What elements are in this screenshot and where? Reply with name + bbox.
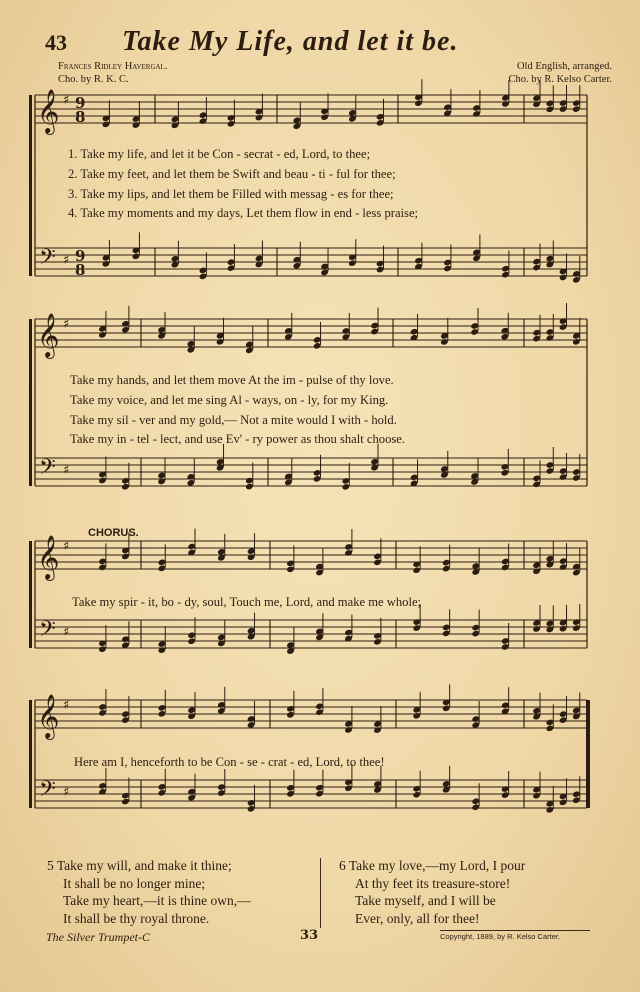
verse-line: Take my voice, and let me sing Al - ways, on - ly, for my King.	[70, 393, 389, 407]
treble-clef-icon: 𝄞	[37, 313, 60, 357]
stanza-line: 6 Take my love,—my Lord, I pour	[339, 858, 526, 873]
author-name: Frances Ridley Havergal.	[58, 61, 168, 72]
time-signature-top: 9	[75, 94, 86, 112]
stanza-line: 5 Take my will, and make it thine;	[47, 858, 232, 873]
time-signature-bottom: 8	[75, 261, 86, 279]
verse-line: Take my sil - ver and my gold,— Not a mite would I with - hold.	[70, 413, 397, 427]
verse-line: Take my in - tel - lect, and use Ev' - ry power as thou shalt choose.	[70, 432, 406, 446]
stanza-line: It shall be no longer mine;	[63, 875, 206, 891]
verse-line: 1. Take my life, and let it be Con - secrat - ed, Lord, to thee;	[68, 147, 371, 161]
key-sharp-icon: ♯	[63, 539, 70, 554]
tune-name: Old English, arranged.	[516, 61, 612, 72]
verse-line: 4. Take my moments and my days, Let them flow in end - less praise;	[68, 206, 419, 220]
system-brace	[29, 319, 32, 486]
chorus-credit-left: Cho. by R. K. C.	[58, 74, 129, 85]
bass-clef-icon: 𝄢	[39, 617, 56, 647]
key-sharp-icon: ♯	[63, 698, 70, 713]
chorus-label: CHORUS.	[88, 527, 139, 539]
chorus-line: Here am I, henceforth to be Con - se - crat - ed, Lord, to thee!	[74, 755, 385, 769]
verse-line: 3. Take my lips, and let them be Filled with messag - es for thee;	[68, 187, 394, 201]
key-sharp-icon: ♯	[63, 463, 70, 478]
treble-clef-icon: 𝄞	[37, 694, 60, 738]
chorus-line: Take my spir - it, bo - dy, soul, Touch me, Lord, and make me whole;	[72, 595, 422, 609]
verse-line: Take my hands, and let them move At the im - pulse of thy love.	[70, 373, 394, 387]
bass-clef-icon: 𝄢	[39, 245, 56, 275]
stanza-line: At thy feet its treasure-store!	[355, 875, 511, 891]
time-signature-top: 9	[75, 247, 86, 265]
bass-clef-icon: 𝄢	[39, 455, 56, 485]
treble-clef-icon: 𝄞	[37, 89, 60, 133]
copyright-notice: Copyright, 1889, by R. Kelso Carter.	[440, 932, 561, 941]
book-title: The Silver Trumpet-C	[46, 930, 150, 944]
stanza-line: Ever, only, all for thee!	[355, 910, 480, 926]
stanza-divider	[320, 858, 321, 928]
time-signature-bottom: 8	[75, 108, 86, 126]
bass-clef-icon: 𝄢	[39, 777, 56, 807]
chorus-credit-right: Cho. by R. Kelso Carter.	[508, 74, 612, 85]
treble-clef-icon: 𝄞	[37, 535, 60, 579]
key-sharp-icon: ♯	[63, 253, 70, 268]
system-brace	[29, 541, 32, 648]
key-sharp-icon: ♯	[63, 317, 70, 332]
key-sharp-icon: ♯	[63, 785, 70, 800]
stanza-line: Take my heart,—it is thine own,—	[63, 893, 251, 908]
stanza-5	[47, 857, 251, 927]
hymn-title: Take My Life, and let it be.	[122, 26, 459, 57]
copyright-rule	[440, 930, 590, 931]
stanza-line: It shall be thy royal throne.	[63, 910, 210, 926]
stanza-line: Take myself, and I will be	[355, 893, 496, 908]
page-number: 33	[300, 928, 319, 943]
stanza-6	[339, 857, 525, 927]
system-brace	[29, 700, 32, 808]
key-sharp-icon: ♯	[63, 625, 70, 640]
key-sharp-icon: ♯	[63, 93, 70, 108]
system-brace	[29, 95, 32, 276]
final-barline	[586, 700, 590, 808]
verse-line: 2. Take my feet, and let them be Swift and beau - ti - ful for thee;	[68, 167, 396, 181]
hymn-number: 43	[45, 30, 67, 55]
